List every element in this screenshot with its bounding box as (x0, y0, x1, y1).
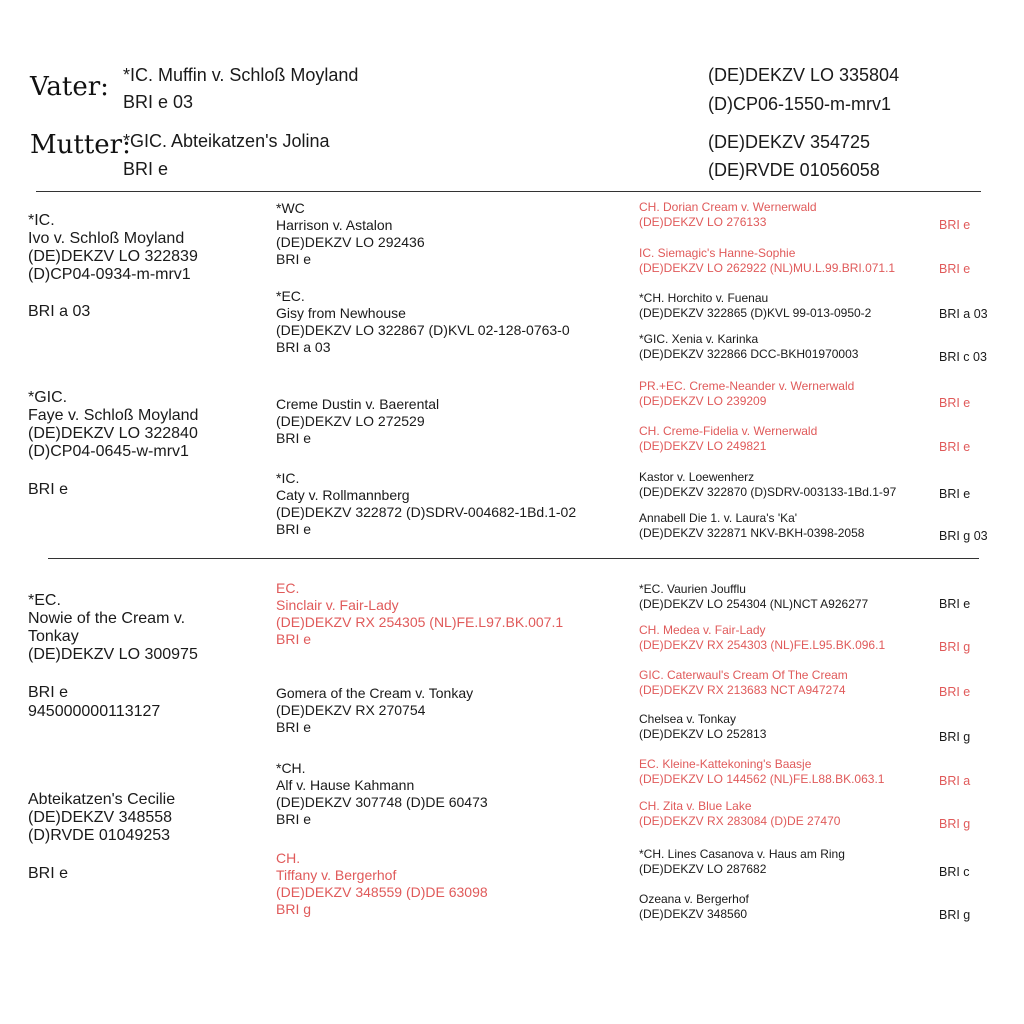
cat-name: CH. Creme-Fidelia v. Wernerwald (639, 424, 818, 438)
gen3-ancestor-11-breed: BRI e (939, 685, 971, 699)
cat-name: PR.+EC. Creme-Neander v. Wernerwald (639, 379, 855, 393)
gen1-dam-sire-chip: 945000000113127 (28, 703, 161, 720)
registration: (DE)DEKZV LO 322839 (28, 248, 198, 265)
sire-label: Vater: (30, 72, 109, 102)
gen3-ancestor-12 (639, 712, 766, 742)
gen3-ancestor-13-breed: BRI a (939, 774, 971, 788)
breed: BRI e (276, 251, 312, 267)
gen1-sire-dam (28, 389, 198, 461)
cat-name: *EC. Vaurien Joufflu (639, 582, 746, 596)
gen3-ancestor-16-breed: BRI g (939, 908, 971, 922)
cat-name: Caty v. Rollmannberg (276, 487, 410, 503)
cat-name: Harrison v. Astalon (276, 217, 393, 233)
registration: (DE)DEKZV LO 272529 (276, 413, 425, 429)
registration: (DE)DEKZV LO 322867 (D)KVL 02-128-0763-0 (276, 322, 570, 338)
dam-breed: BRI e (123, 159, 169, 179)
cat-name: Annabell Die 1. v. Laura's 'Ka' (639, 511, 798, 525)
registration: (DE)DEKZV LO 262922 (NL)MU.L.99.BRI.071.1 (639, 261, 896, 275)
registration: (DE)DEKZV LO 249821 (639, 439, 767, 453)
gen3-ancestor-11 (639, 668, 848, 698)
cat-name: Sinclair v. Fair-Lady (276, 597, 399, 613)
gen2-ancestor-3 (276, 396, 439, 447)
cat-name: CH. Zita v. Blue Lake (639, 799, 752, 813)
registration: (DE)DEKZV 348558 (28, 809, 173, 826)
registration: (DE)DEKZV 322865 (D)KVL 99-013-0950-2 (639, 306, 872, 320)
cat-name: *CH. Horchito v. Fuenau (639, 291, 769, 305)
sire-name: *IC. Muffin v. Schloß Moyland (123, 65, 359, 85)
cat-name: Tonkay (28, 628, 79, 645)
dam-label: Mutter: (30, 130, 131, 160)
gen2-ancestor-1 (276, 200, 425, 268)
dam-reg-2: (DE)RVDE 01056058 (708, 160, 880, 180)
registration: (D)CP04-0934-m-mrv1 (28, 266, 191, 283)
registration: (DE)DEKZV 348559 (D)DE 63098 (276, 884, 488, 900)
registration: (DE)DEKZV 322866 DCC-BKH01970003 (639, 347, 859, 361)
cat-name: Kastor v. Loewenherz (639, 470, 755, 484)
gen3-ancestor-5 (639, 379, 854, 409)
breed: BRI a 03 (276, 339, 331, 355)
gen3-ancestor-15-breed: BRI c (939, 865, 970, 879)
gen3-ancestor-5-breed: BRI e (939, 396, 971, 410)
gen3-ancestor-6-breed: BRI e (939, 440, 971, 454)
cat-name: Nowie of the Cream v. (28, 610, 186, 627)
cat-name: Chelsea v. Tonkay (639, 712, 736, 726)
gen2-ancestor-7 (276, 760, 488, 828)
title: *EC. (28, 592, 61, 609)
sire-reg-2: (D)CP06-1550-m-mrv1 (708, 94, 892, 114)
registration: (DE)DEKZV 322871 NKV-BKH-0398-2058 (639, 526, 865, 540)
gen1-sire-sire-breed: BRI a 03 (28, 303, 91, 320)
gen1-sire-dam-breed: BRI e (28, 481, 69, 498)
cat-name: CH. Medea v. Fair-Lady (639, 623, 766, 637)
gen3-ancestor-14 (639, 799, 840, 829)
sire-breed: BRI e 03 (123, 92, 194, 112)
title: *EC. (276, 288, 305, 304)
registration: (DE)DEKZV LO 300975 (28, 646, 198, 663)
registration: (DE)DEKZV 348560 (639, 907, 748, 921)
breed: BRI e (276, 521, 312, 537)
title: *WC (276, 200, 305, 216)
cat-name: Abteikatzen's Cecilie (28, 791, 176, 808)
gen3-ancestor-1 (639, 200, 817, 230)
cat-name: *GIC. Xenia v. Karinka (639, 332, 759, 346)
breed: BRI e (276, 811, 312, 827)
gen3-ancestor-9 (639, 582, 868, 612)
gen2-ancestor-6 (276, 685, 473, 736)
cat-name: Alf v. Hause Kahmann (276, 777, 415, 793)
cat-name: IC. Siemagic's Hanne-Sophie (639, 246, 796, 260)
cat-name: EC. Kleine-Kattekoning's Baasje (639, 757, 812, 771)
gen3-ancestor-8-breed: BRI g 03 (939, 529, 988, 543)
title: *GIC. (28, 389, 68, 406)
gen3-ancestor-3 (639, 291, 871, 321)
gen3-ancestor-14-breed: BRI g (939, 817, 971, 831)
gen1-dam-dam-breed: BRI e (28, 865, 69, 882)
registration: (DE)DEKZV LO 322840 (28, 425, 198, 442)
dam-reg-1: (DE)DEKZV 354725 (708, 132, 871, 152)
title: CH. (276, 850, 301, 866)
gen2-ancestor-8 (276, 850, 488, 918)
gen3-ancestor-1-breed: BRI e (939, 218, 971, 232)
cat-name: Ivo v. Schloß Moyland (28, 230, 185, 247)
title: *IC. (276, 470, 300, 486)
gen3-ancestor-10-breed: BRI g (939, 640, 971, 654)
registration: (DE)DEKZV LO 252813 (639, 727, 767, 741)
gen2-ancestor-4 (276, 470, 576, 538)
cat-name: Gisy from Newhouse (276, 305, 406, 321)
registration: (DE)DEKZV LO 276133 (639, 215, 767, 229)
cat-name: GIC. Caterwaul's Cream Of The Cream (639, 668, 848, 682)
gen2-ancestor-2 (276, 288, 570, 356)
header-divider (36, 191, 981, 192)
section-divider (48, 558, 979, 559)
title: *CH. (276, 760, 306, 776)
gen1-dam-sire (28, 592, 198, 664)
cat-name: Creme Dustin v. Baerental (276, 396, 440, 412)
registration: (DE)DEKZV RX 283084 (D)DE 27470 (639, 814, 841, 828)
title: EC. (276, 580, 300, 596)
cat-name: Faye v. Schloß Moyland (28, 407, 199, 424)
title: *IC. (28, 212, 55, 229)
registration: (D)CP04-0645-w-mrv1 (28, 443, 189, 460)
registration: (DE)DEKZV LO 254304 (NL)NCT A926277 (639, 597, 869, 611)
cat-name: Tiffany v. Bergerhof (276, 867, 397, 883)
gen3-ancestor-13 (639, 757, 884, 787)
registration: (DE)DEKZV RX 254305 (NL)FE.L97.BK.007.1 (276, 614, 564, 630)
gen3-ancestor-4 (639, 332, 858, 362)
gen1-sire-sire (28, 212, 198, 284)
cat-name: Gomera of the Cream v. Tonkay (276, 685, 474, 701)
cat-name: CH. Dorian Cream v. Wernerwald (639, 200, 817, 214)
gen1-dam-sire-breed: BRI e (28, 684, 69, 701)
gen3-ancestor-10 (639, 623, 885, 653)
gen1-dam-dam (28, 791, 175, 845)
registration: (D)RVDE 01049253 (28, 827, 171, 844)
breed: BRI e (276, 430, 312, 446)
gen3-ancestor-2-breed: BRI e (939, 262, 971, 276)
registration: (DE)DEKZV RX 213683 NCT A947274 (639, 683, 846, 697)
registration: (DE)DEKZV LO 239209 (639, 394, 767, 408)
gen3-ancestor-3-breed: BRI a 03 (939, 307, 988, 321)
gen3-ancestor-12-breed: BRI g (939, 730, 971, 744)
registration: (DE)DEKZV 322872 (D)SDRV-004682-1Bd.1-02 (276, 504, 577, 520)
gen3-ancestor-15 (639, 847, 845, 877)
gen2-ancestor-5 (276, 580, 563, 648)
registration: (DE)DEKZV LO 292436 (276, 234, 425, 250)
gen3-ancestor-16 (639, 892, 749, 922)
registration: (DE)DEKZV 322870 (D)SDRV-003133-1Bd.1-97 (639, 485, 897, 499)
registration: (DE)DEKZV 307748 (D)DE 60473 (276, 794, 488, 810)
registration: (DE)DEKZV LO 144562 (NL)FE.L88.BK.063.1 (639, 772, 885, 786)
registration: (DE)DEKZV RX 270754 (276, 702, 426, 718)
breed: BRI e (276, 719, 312, 735)
dam-name: *GIC. Abteikatzen's Jolina (123, 131, 330, 151)
cat-name: *CH. Lines Casanova v. Haus am Ring (639, 847, 845, 861)
cat-name: Ozeana v. Bergerhof (639, 892, 749, 906)
breed: BRI g (276, 901, 312, 917)
breed: BRI e (276, 631, 312, 647)
gen3-ancestor-2 (639, 246, 895, 276)
registration: (DE)DEKZV RX 254303 (NL)FE.L95.BK.096.1 (639, 638, 886, 652)
registration: (DE)DEKZV LO 287682 (639, 862, 767, 876)
gen3-ancestor-4-breed: BRI c 03 (939, 350, 987, 364)
sire-reg-1: (DE)DEKZV LO 335804 (708, 65, 900, 85)
gen3-ancestor-7-breed: BRI e (939, 487, 971, 501)
gen3-ancestor-9-breed: BRI e (939, 597, 971, 611)
gen3-ancestor-8 (639, 511, 864, 541)
gen3-ancestor-6 (639, 424, 817, 454)
gen3-ancestor-7 (639, 470, 896, 500)
